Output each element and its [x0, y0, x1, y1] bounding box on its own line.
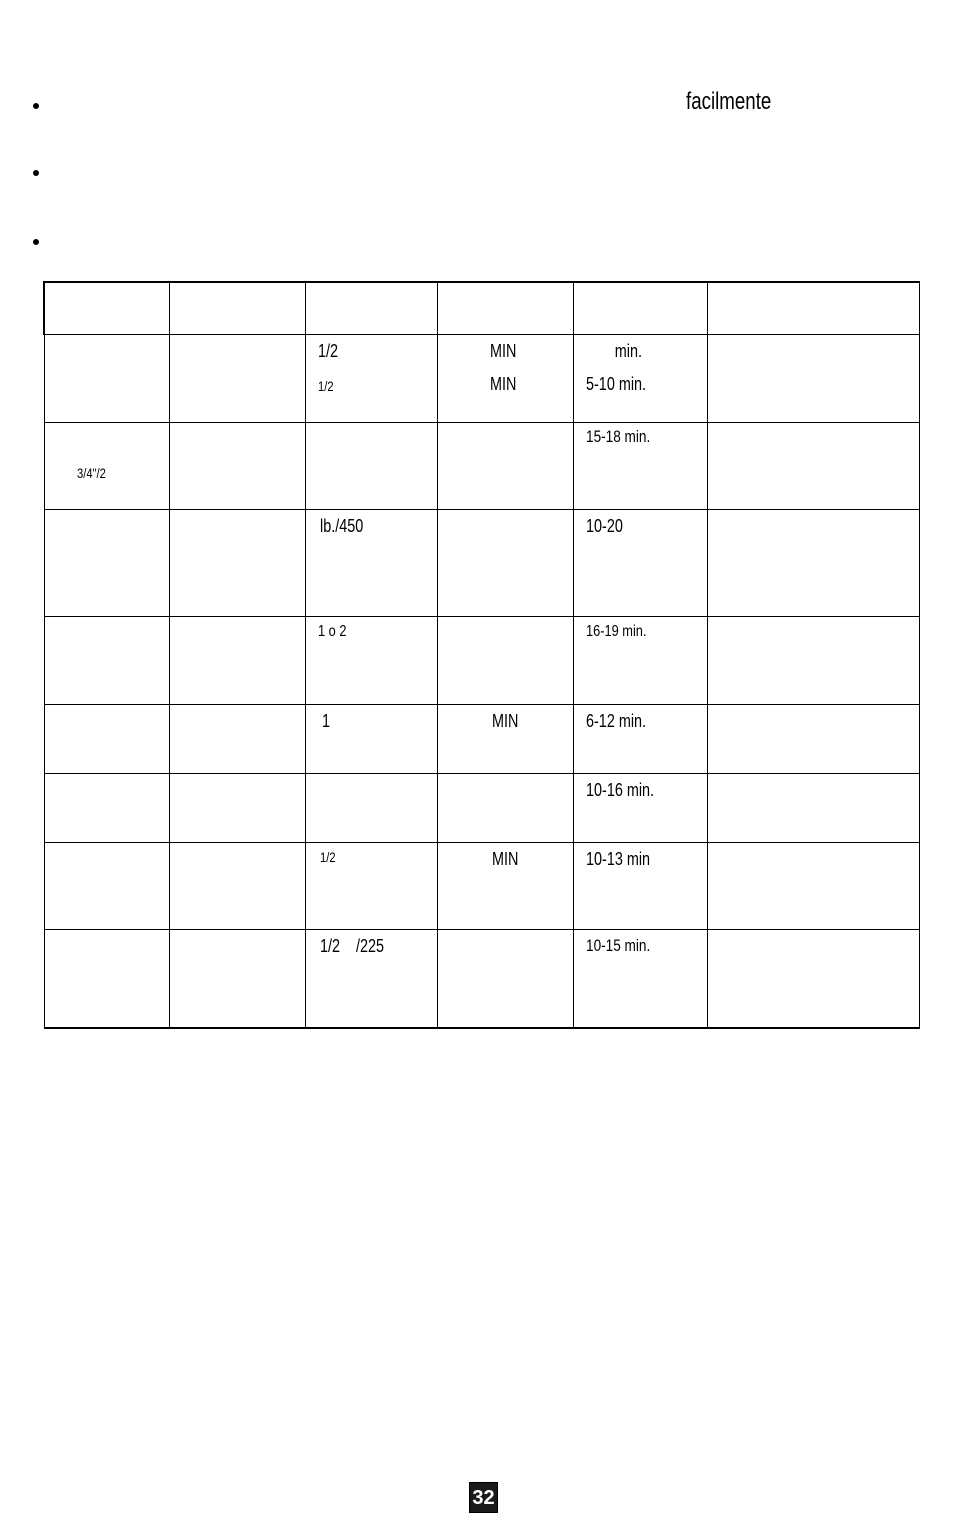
- table-cell: [437, 335, 573, 423]
- table-cell: [707, 423, 919, 510]
- table-header-row: [44, 282, 919, 335]
- table-cell: [305, 930, 437, 1028]
- table-cell: [707, 335, 919, 423]
- table-cell: [169, 843, 305, 930]
- table-cell: [573, 423, 707, 510]
- bullet-dot: [33, 239, 39, 245]
- table-cell: [305, 510, 437, 617]
- cell-text: 1/2 /225: [319, 936, 384, 956]
- table-cell: [169, 617, 305, 705]
- table-cell: [169, 423, 305, 510]
- table-cell: [44, 617, 169, 705]
- table-row: [44, 843, 919, 930]
- table-cell: [707, 774, 919, 843]
- cell-text: 1/2: [317, 378, 334, 394]
- table-row: [44, 705, 919, 774]
- bullet-text: facilmente: [686, 88, 772, 115]
- cooking-table: [43, 281, 920, 1029]
- table-cell: [305, 843, 437, 930]
- table-cell: [44, 705, 169, 774]
- table-cell: [305, 423, 437, 510]
- table-header-cell: [169, 282, 305, 335]
- cell-text: 10-16 min.: [585, 780, 654, 800]
- table-cell: [169, 335, 305, 423]
- table-cell: [707, 843, 919, 930]
- table-cell: [437, 617, 573, 705]
- cell-text: lb./450: [319, 516, 363, 536]
- table-row: [44, 510, 919, 617]
- cell-text: 6-12 min.: [585, 711, 646, 731]
- table-cell: [437, 930, 573, 1028]
- table-cell: [573, 705, 707, 774]
- table-header-cell: [437, 282, 573, 335]
- cell-text: 1 o 2: [317, 623, 346, 640]
- table-cell: [437, 423, 573, 510]
- bullet-dot: [33, 170, 39, 176]
- table-cell: [707, 930, 919, 1028]
- table-cell: [169, 705, 305, 774]
- table-cell: [573, 510, 707, 617]
- table-cell: [169, 510, 305, 617]
- table-cell: [437, 510, 573, 617]
- table-row: [44, 617, 919, 705]
- table-cell: [573, 843, 707, 930]
- cell-text: 3/4"/2: [76, 465, 106, 481]
- table-header-cell: [44, 282, 169, 335]
- cell-text: 10-15 min.: [585, 936, 650, 955]
- table-cell: [44, 335, 169, 423]
- table-cell: [437, 705, 573, 774]
- table-cell: [573, 335, 707, 423]
- table-cell: [707, 617, 919, 705]
- page-number: 32: [469, 1482, 498, 1513]
- table-cell: [44, 930, 169, 1028]
- table-header-cell: [573, 282, 707, 335]
- table-cell: [437, 774, 573, 843]
- table-row: [44, 774, 919, 843]
- table-cell: [169, 930, 305, 1028]
- table-cell: [44, 423, 169, 510]
- bullet-dot: [33, 103, 39, 109]
- cell-text: MIN: [489, 341, 516, 361]
- cell-text: 16-19 min.: [585, 623, 646, 640]
- cell-text: 10-13 min: [585, 849, 650, 869]
- cell-text: min.: [614, 341, 642, 361]
- table-cell: [305, 774, 437, 843]
- cell-text: 10-20: [585, 516, 623, 536]
- table-cell: [573, 774, 707, 843]
- table-row: [44, 930, 919, 1028]
- table-cell: [44, 843, 169, 930]
- cell-text: 1/2: [317, 341, 338, 361]
- table-cell: [707, 510, 919, 617]
- table-cell: [437, 843, 573, 930]
- cell-text: 1: [321, 711, 330, 731]
- table-cell: [305, 705, 437, 774]
- cell-text: MIN: [491, 849, 518, 869]
- table-row: [44, 335, 919, 423]
- table-cell: [44, 774, 169, 843]
- table-header-cell: [707, 282, 919, 335]
- table-header-cell: [305, 282, 437, 335]
- table-cell: [44, 510, 169, 617]
- table-cell: [169, 774, 305, 843]
- cell-text: 5-10 min.: [585, 374, 646, 394]
- table-cell: [573, 930, 707, 1028]
- cell-text: 15-18 min.: [585, 427, 650, 446]
- table-cell: [573, 617, 707, 705]
- table-cell: [305, 617, 437, 705]
- table-cell: [305, 335, 437, 423]
- table-row: [44, 423, 919, 510]
- table-cell: [707, 705, 919, 774]
- cell-text: MIN: [491, 711, 518, 731]
- cell-text: MIN: [489, 374, 516, 394]
- cell-text: 1/2: [319, 849, 336, 865]
